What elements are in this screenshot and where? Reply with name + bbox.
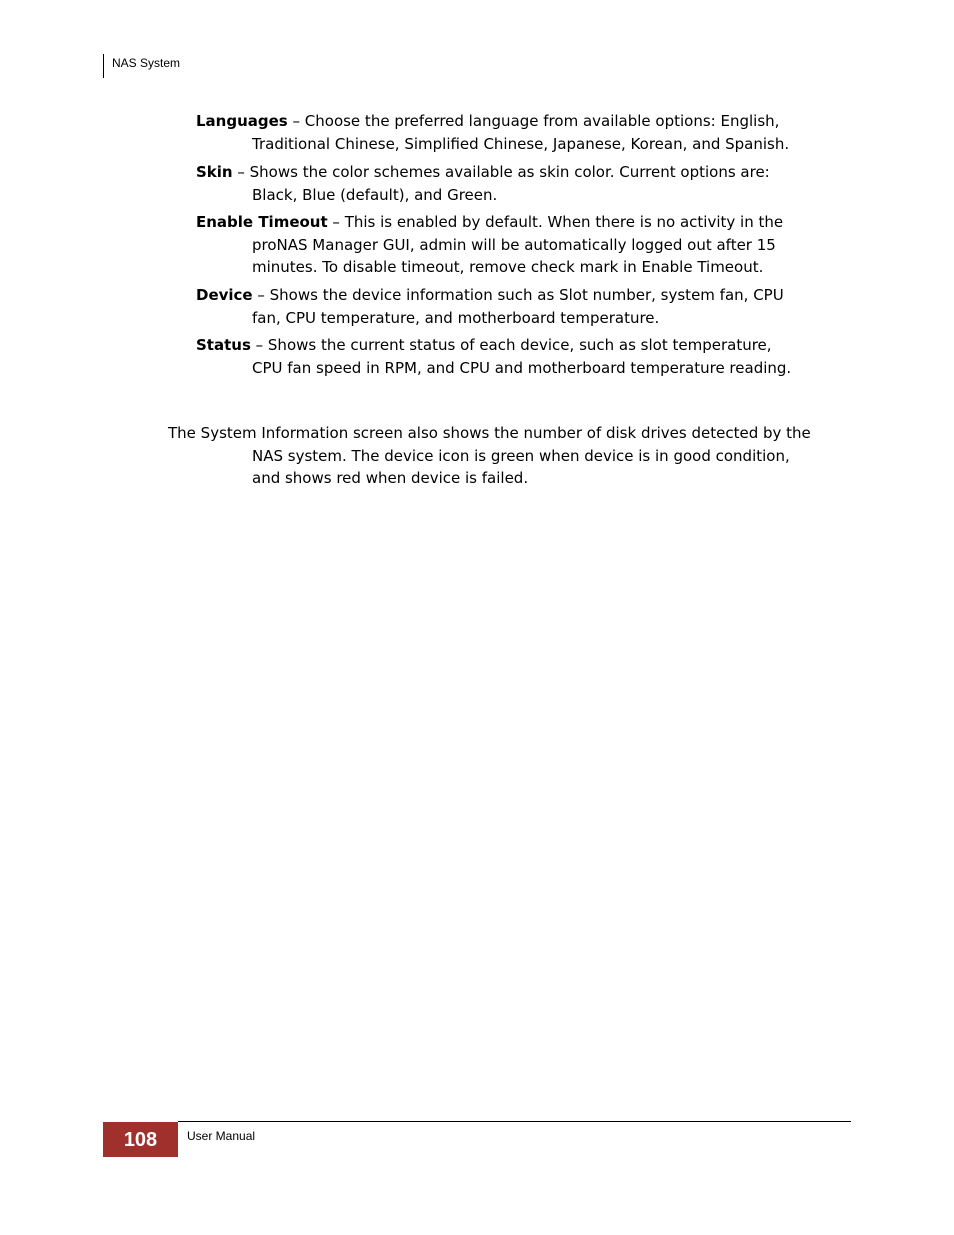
definition-text: – Choose the preferred language from available options: English, (287, 112, 780, 130)
definition-device (196, 284, 856, 329)
definition-text: – This is enabled by default. When there is no activity in the (327, 213, 784, 231)
paragraph-continuation: and shows red when device is failed. (252, 469, 529, 487)
definition-continuation: Traditional Chinese, Simplified Chinese, Japanese, Korean, and Spanish. (252, 134, 790, 153)
paragraph-continuation: NAS system. The device icon is green when device is in good condition, (252, 446, 790, 465)
definition-text: – Shows the current status of each device, such as slot temperature, (250, 336, 772, 354)
definition-languages (196, 110, 856, 155)
running-header: NAS System (112, 56, 181, 70)
header-divider (103, 54, 104, 78)
term-skin: Skin (196, 163, 233, 181)
paragraph-text: The System Information screen also shows the number of disk drives detected by the (168, 424, 811, 442)
definition-text: – Shows the color schemes available as skin color. Current options are: (232, 163, 770, 181)
term-languages: Languages (196, 112, 288, 130)
term-device: Device (196, 286, 253, 304)
definition-enable-timeout (196, 211, 856, 279)
footer-divider (178, 1121, 851, 1122)
definition-continuation: Black, Blue (default), and Green. (252, 185, 498, 204)
definition-status (196, 334, 856, 379)
footer-label: User Manual (187, 1129, 256, 1143)
term-enable-timeout: Enable Timeout (196, 213, 328, 231)
definition-skin (196, 161, 856, 206)
definition-text: – Shows the device information such as Slot number, system fan, CPU (252, 286, 784, 304)
page-number: 108 (103, 1122, 178, 1157)
definition-continuation: CPU fan speed in RPM, and CPU and motherboard temperature reading. (252, 358, 792, 377)
definition-continuation: minutes. To disable timeout, remove check mark in Enable Timeout. (252, 258, 764, 276)
term-status: Status (196, 336, 251, 354)
definition-continuation: fan, CPU temperature, and motherboard temperature. (252, 308, 660, 327)
definition-continuation: proNAS Manager GUI, admin will be automatically logged out after 15 (252, 235, 776, 254)
system-info-paragraph (168, 422, 858, 490)
